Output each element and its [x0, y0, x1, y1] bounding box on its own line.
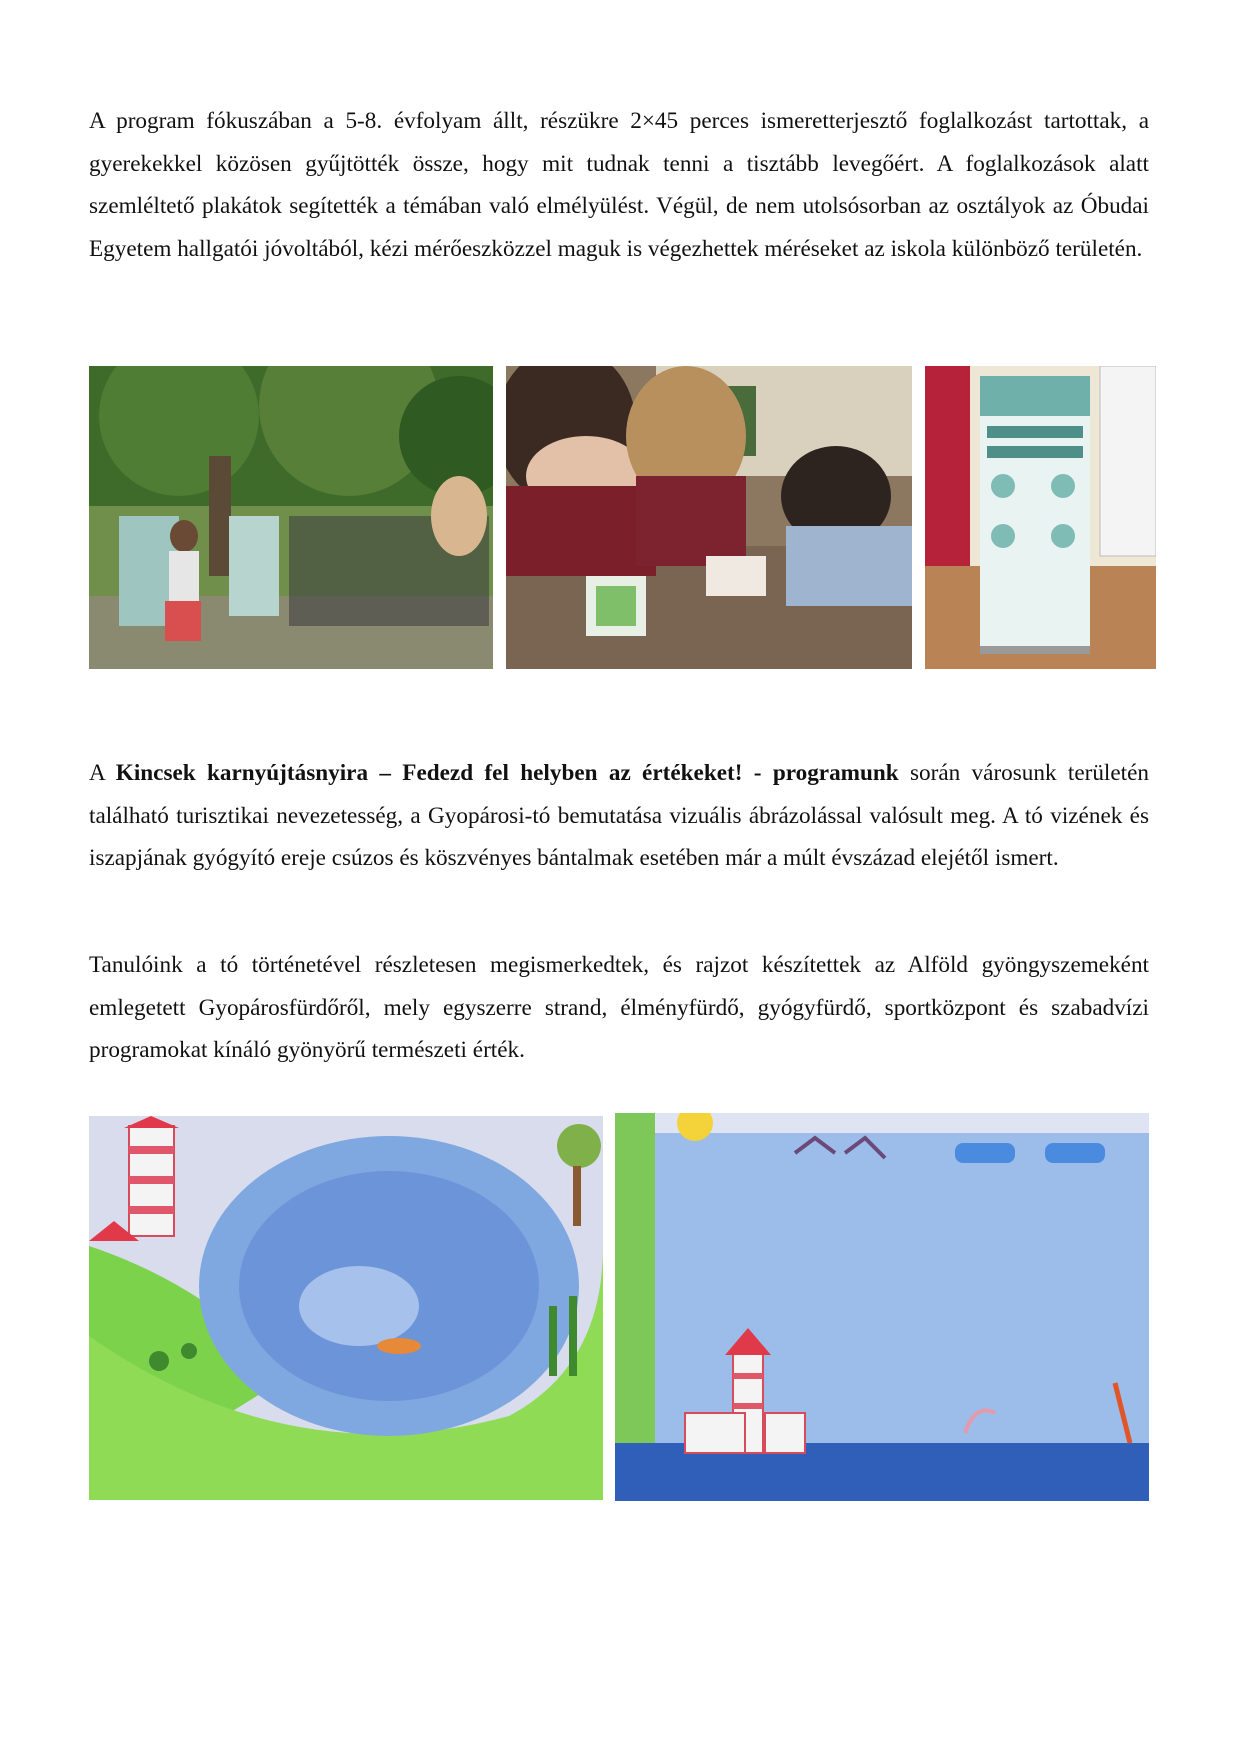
paragraph2-start: A [89, 760, 116, 786]
photo-poster-rollup [925, 366, 1156, 669]
paragraph2-rest: során városunk területén található turisztikai nevezetesség, a Gyopárosi-tó bemutatása vizuális ábrázolással valósult meg. A tó vizének és iszapjának gyógyító ereje csúzos és köszvényes bántalmak esetében már a múlt évszázad elejétől ismert. [89, 760, 1149, 871]
paragraph-program-focus: A program fókuszában a 5-8. évfolyam állt, részükre 2×45 perces ismeretterjesztő foglalkozást tartottak, a gyerekekkel közösen gyűjtötték össze, hogy mit tudnak tenni a tisztább levegőért. A foglalkozások alatt szemléltető plakátok segítették a témában való elmélyülést. Végül, de nem utolsósorban az osztályok az Óbudai Egyetem hallgatói jóvoltából, kézi mérőeszközzel maguk is végezhettek méréseket az iskola különböző területén. [89, 108, 1149, 262]
paragraph-students-drawing: Tanulóink a tó történetével részletesen megismerkedtek, és rajzot készítettek az Alföld gyöngyszemeként emlegetett Gyopárosfürdőről, mely egyszerre strand, élményfürdő, gyógyfürdő, sportközpont és szabadvízi programokat kínáló gyönyörű természeti érték. [89, 952, 1149, 1063]
photo-outdoor-session [89, 366, 493, 669]
program-title-bold: Kincsek karnyújtásnyira – Fedezd fel helyben az értékeket! - programunk [115, 760, 899, 786]
drawing-lake-lighthouse-1 [89, 1116, 603, 1500]
paragraph-treasures-program [89, 752, 1149, 880]
drawing-lake-lighthouse-2 [615, 1113, 1149, 1501]
photo-students-measuring [506, 366, 912, 669]
